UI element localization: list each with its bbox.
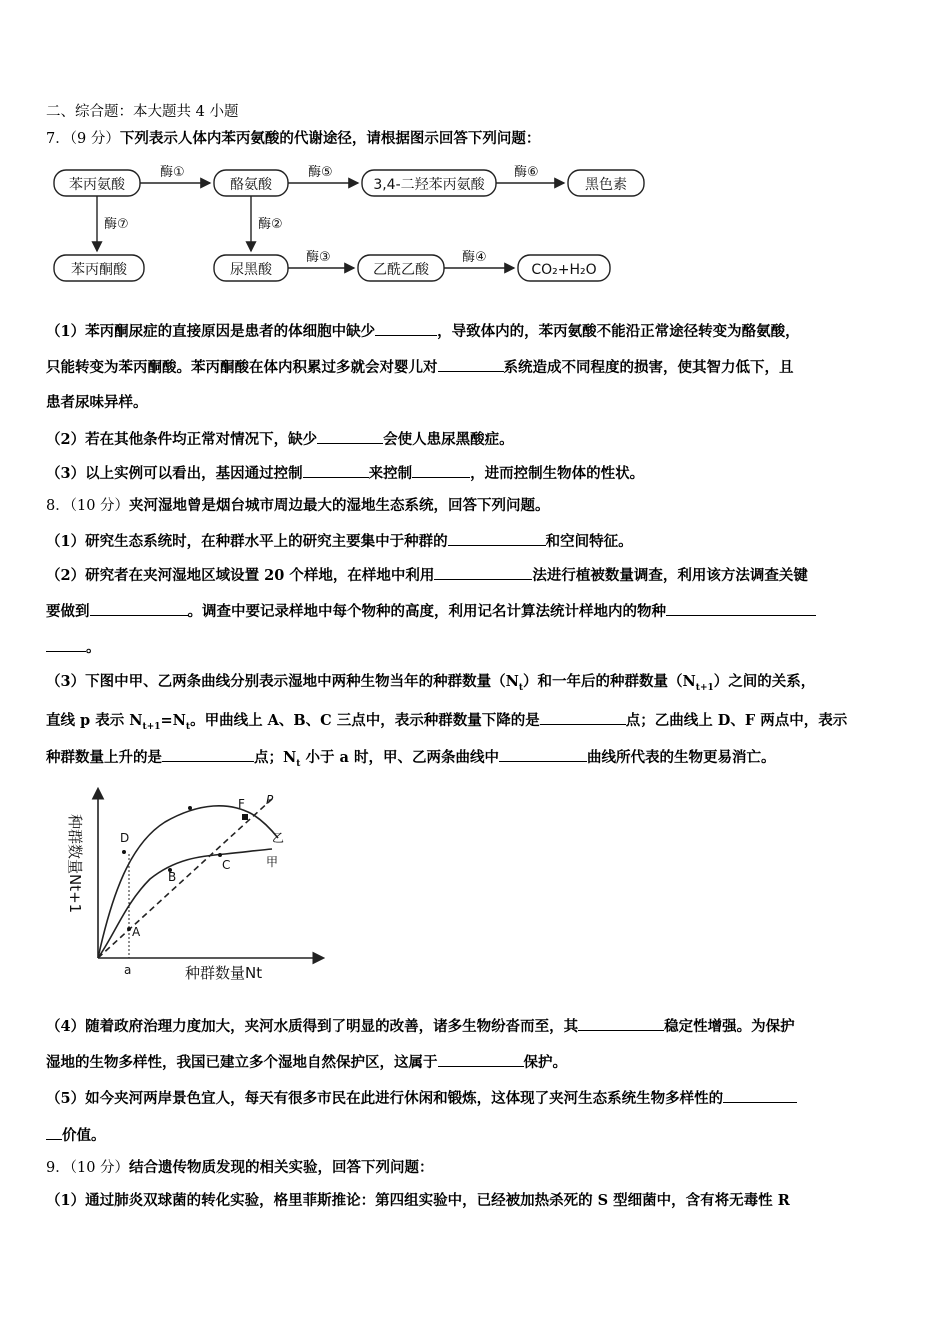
q8-p3-text-c: ）之间的关系， — [713, 673, 816, 690]
q7-num: 7． — [46, 131, 70, 147]
curve-jia — [98, 849, 272, 958]
q8-stem — [46, 496, 550, 516]
answer-blank[interactable] — [375, 320, 437, 336]
section-title: 二、综合题：本大题共 4 小题 — [46, 104, 239, 120]
q8-p2-text-e: 。 — [86, 639, 101, 656]
enzyme-3-label: 酶③ — [306, 250, 331, 265]
q8-part4-line2 — [46, 1051, 567, 1073]
enzyme-5-label: 酶⑤ — [308, 165, 333, 180]
top-marker — [188, 806, 192, 810]
q8-p2-text-b: 法进行植被数量调查，利用该方法调查关键 — [532, 567, 808, 584]
q8-p3-text-g: 点；乙曲线上 D、F 两点中，表示 — [625, 712, 848, 729]
y-axis-label: 种群数量Nt+1 — [66, 814, 84, 914]
q7-p3-text-b: 来控制 — [368, 465, 413, 482]
q8-p5-text-b: 价值。 — [62, 1127, 106, 1144]
q8-num: 8． — [46, 498, 70, 514]
label-yi: 乙 — [272, 831, 285, 845]
label-F: F — [238, 797, 245, 811]
q8-p3-sub-e: t — [185, 721, 191, 732]
q9-score: （10 分） — [69, 1160, 130, 1176]
q8-part3-line1 — [46, 672, 815, 698]
q8-part5-line1 — [46, 1087, 797, 1109]
answer-blank[interactable] — [438, 1051, 524, 1067]
q8-p1-text-a: （1）研究生态系统时，在种群水平上的研究主要集中于种群的 — [46, 533, 448, 550]
point-d-marker — [122, 850, 126, 854]
q8-p3-text-k: 曲线所代表的生物更易消亡。 — [586, 749, 776, 766]
answer-blank[interactable] — [46, 636, 86, 652]
q9-num: 9． — [46, 1160, 70, 1176]
q8-p3-sub-a: t — [518, 682, 524, 693]
q7-p1-text-a: （1）苯丙酮尿症的直接原因是患者的体细胞中缺少 — [46, 323, 376, 340]
q7-p2-text-b: 会使人患尿黑酸症。 — [383, 431, 514, 448]
q8-p4-text-c: 湿地的生物多样性，我国已建立多个湿地自然保护区，这属于 — [46, 1054, 438, 1071]
q8-p3-text-d: 直线 p 表示 N — [46, 712, 143, 729]
q8-p3-text-j: 小于 a 时，甲、乙两条曲线中 — [300, 749, 499, 766]
curve-yi — [98, 806, 278, 958]
answer-blank[interactable] — [438, 356, 504, 372]
answer-blank[interactable] — [412, 462, 470, 478]
label-D: D — [120, 831, 130, 845]
q8-p5-text-a: （5）如今夹河两岸景色宜人，每天有很多市民在此进行休闲和锻炼，这体现了夹河生态系统生物多样性的 — [46, 1090, 724, 1107]
q9-stem — [46, 1158, 434, 1178]
x-axis-label: 种群数量Nt — [185, 964, 263, 982]
point-c-marker — [218, 853, 222, 857]
label-jia: 甲 — [266, 855, 279, 869]
label-phenylalanine: 苯丙氨酸 — [69, 177, 125, 193]
q8-p2-text-d: 。调查中要记录样地中每个物种的高度，利用记名计算法统计样地内的物种 — [187, 603, 666, 620]
q8-p3-text-h: 种群数量上升的是 — [46, 749, 162, 766]
enzyme-2-label: 酶② — [258, 217, 283, 232]
q8-part2-line1 — [46, 564, 808, 586]
answer-blank[interactable] — [46, 1124, 62, 1140]
label-a: a — [124, 963, 132, 977]
q7-part1-line3: 患者尿味异样。 — [46, 394, 148, 411]
label-acetoacetate: 乙酰乙酸 — [373, 262, 429, 278]
answer-blank[interactable] — [499, 746, 587, 762]
q7-p3-text-c: ，进而控制生物体的性状。 — [470, 465, 645, 482]
q8-p4-text-b: 稳定性增强。为保护 — [664, 1018, 795, 1035]
label-tyrosine: 酪氨酸 — [230, 177, 272, 193]
answer-blank[interactable] — [317, 428, 383, 444]
label-melanin: 黑色素 — [585, 177, 627, 193]
enzyme-6-label: 酶⑥ — [514, 165, 539, 180]
enzyme-4-label: 酶④ — [462, 250, 487, 265]
q8-part3-line3 — [46, 746, 775, 774]
answer-blank[interactable] — [723, 1087, 797, 1103]
q8-part1 — [46, 530, 633, 552]
q9-stem-text: 结合遗传物质发现的相关实验，回答下列问题： — [129, 1159, 434, 1176]
q7-score: （9 分） — [69, 131, 120, 147]
q7-part3 — [46, 462, 644, 484]
label-dopa: 3,4-二羟苯丙氨酸 — [373, 177, 485, 193]
q7-p2-text-a: （2）若在其他条件均正常对情况下，缺少 — [46, 431, 318, 448]
q8-part2-line2 — [46, 600, 816, 622]
label-homogentisate: 尿黑酸 — [230, 262, 272, 278]
label-p: P — [266, 793, 274, 807]
label-co2-h2o: CO₂+H₂O — [531, 262, 597, 278]
q8-p4-text-a: （4）随着政府治理力度加大，夹河水质得到了明显的改善，诸多生物纷沓而至，其 — [46, 1018, 579, 1035]
label-B: B — [168, 870, 177, 884]
q7-p1-text-d: 系统造成不同程度的损害，使其智力低下，且 — [503, 359, 794, 376]
answer-blank[interactable] — [303, 462, 369, 478]
line-p — [98, 799, 272, 958]
q7-p3-text-a: （3）以上实例可以看出，基因通过控制 — [46, 465, 303, 482]
q7-part1-line2 — [46, 356, 794, 378]
point-f-marker — [242, 814, 248, 820]
q7-part2 — [46, 428, 514, 450]
q8-p3-text-i: 点；N — [254, 749, 297, 766]
answer-blank[interactable] — [90, 600, 188, 616]
q8-p3-sub-d: t+1 — [142, 721, 161, 732]
label-phenylpyruvate: 苯丙酮酸 — [71, 262, 127, 278]
metabolic-pathway-diagram — [46, 158, 656, 288]
q8-part5-line2 — [46, 1124, 106, 1146]
q8-score: （10 分） — [69, 498, 130, 514]
q8-part4-line1 — [46, 1015, 795, 1037]
q8-part3-line2 — [46, 709, 847, 737]
answer-blank[interactable] — [162, 746, 254, 762]
enzyme-7-label: 酶⑦ — [104, 217, 129, 232]
q8-p3-sub-b: t+1 — [695, 682, 714, 693]
q7-p1-text-b: ，导致体内的，苯丙氨酸不能沿正常途径转变为酪氨酸， — [437, 323, 800, 340]
q8-p2-text-a: （2）研究者在夹河湿地区域设置 20 个样地，在样地中利用 — [46, 567, 435, 584]
q7-stem — [46, 129, 540, 149]
label-C: C — [222, 858, 231, 872]
point-a-marker — [127, 927, 131, 931]
q8-p2-text-c: 要做到 — [46, 603, 90, 620]
answer-blank[interactable] — [540, 709, 626, 725]
q8-p3-text-b: ）和一年后的种群数量（N — [523, 673, 696, 690]
q8-p4-text-d: 保护。 — [523, 1054, 567, 1071]
answer-blank[interactable] — [578, 1015, 664, 1031]
answer-blank[interactable] — [448, 530, 546, 546]
q8-p3-text-f: 。甲曲线上 A、B、C 三点中，表示种群数量下降的是 — [190, 712, 540, 729]
label-A: A — [132, 925, 141, 939]
q8-stem-text: 夹河湿地曾是烟台城市周边最大的湿地生态系统，回答下列问题。 — [129, 497, 550, 514]
q8-p3-text-a: （3）下图中甲、乙两条曲线分别表示湿地中两种生物当年的种群数量（N — [46, 673, 519, 690]
q8-p3-text-e: =N — [160, 712, 186, 729]
q8-p3-sub-i: t — [296, 758, 301, 769]
q8-part2-line3 — [46, 636, 101, 658]
q7-p1-text-c: 只能转变为苯丙酮酸。苯丙酮酸在体内积累过多就会对婴儿对 — [46, 359, 438, 376]
answer-blank[interactable] — [434, 564, 532, 580]
answer-blank[interactable] — [666, 600, 816, 616]
enzyme-1-label: 酶① — [160, 165, 185, 180]
q7-part1-line1 — [46, 320, 800, 342]
q8-p1-text-b: 和空间特征。 — [545, 533, 633, 550]
q9-part1: （1）通过肺炎双球菌的转化实验，格里菲斯推论：第四组实验中，已经被加热杀死的 S 型细菌中，含有将无毒性 R — [46, 1192, 790, 1209]
population-graph — [60, 784, 330, 984]
q7-stem-text: 下列表示人体内苯丙氨酸的代谢途径，请根据图示回答下列问题： — [119, 130, 541, 147]
